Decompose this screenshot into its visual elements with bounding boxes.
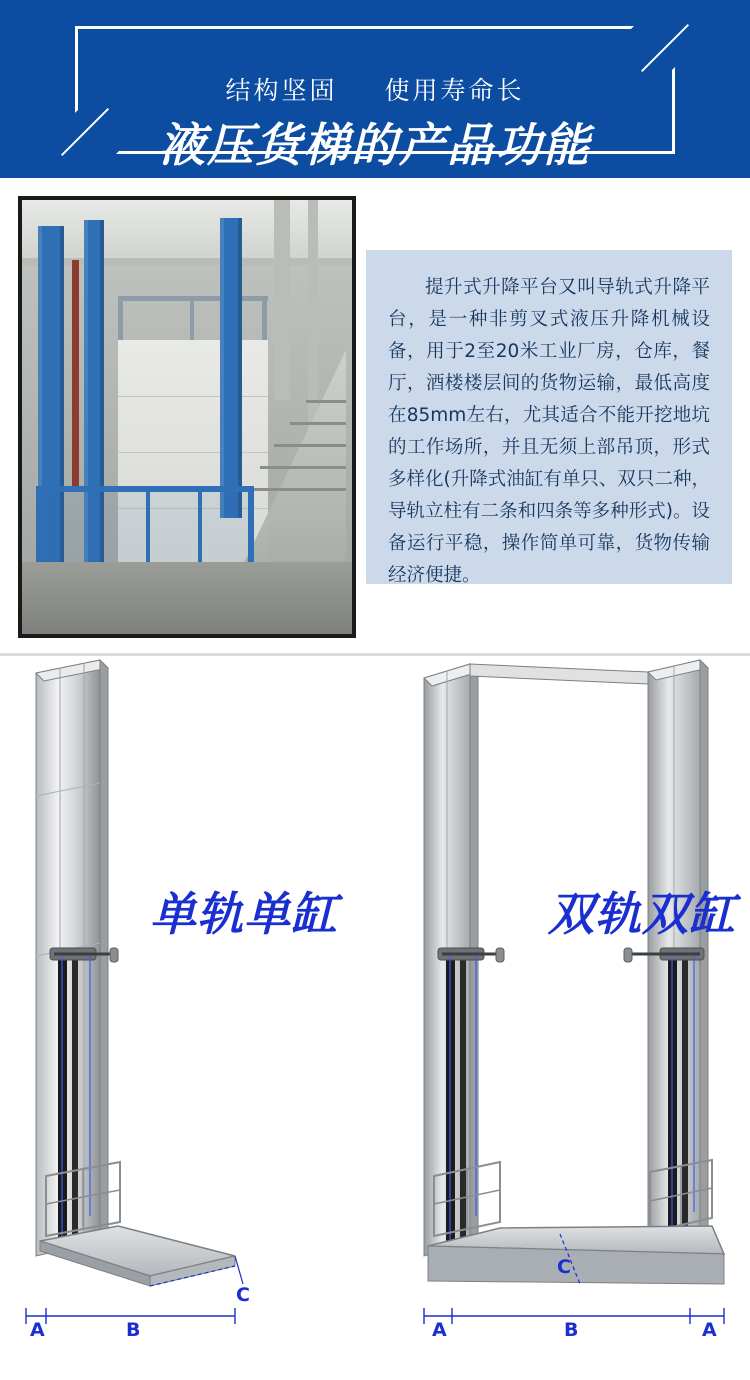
- diagram-single-rail-model: [26, 660, 243, 1324]
- technical-diagram-section: [0, 653, 750, 1380]
- banner-subtitle: [78, 71, 672, 107]
- photo-railing-post: [262, 296, 267, 340]
- photo-wall-line-2: [118, 452, 268, 453]
- photo-red-cylinder: [72, 260, 79, 490]
- dim-right-B: B: [564, 1319, 579, 1341]
- hydraulic-cargo-lift-photo: [22, 200, 352, 634]
- photo-stair-step: [306, 400, 346, 403]
- product-photo-frame: [18, 196, 356, 638]
- banner-frame: [75, 26, 675, 172]
- photo-beam-3: [308, 200, 318, 440]
- page-title: 液压货梯的产品功能: [159, 118, 591, 172]
- photo-stair-step: [290, 422, 346, 425]
- banner-corner-cut-top-right: [631, 0, 713, 70]
- photo-railing-post: [190, 296, 194, 340]
- photo-railing-post: [118, 296, 123, 340]
- diagram-label-double: 双轨双缸: [548, 887, 736, 941]
- photo-cage-bar: [198, 492, 202, 566]
- dim-left-A: A: [30, 1319, 45, 1341]
- diagram-double-rail-model: [424, 660, 724, 1324]
- description-card: [366, 250, 732, 584]
- intro-section: [0, 178, 750, 653]
- dim-right-A-left: A: [432, 1319, 447, 1341]
- photo-cage-bar: [146, 492, 150, 566]
- photo-beam-2: [274, 200, 290, 400]
- lift-diagram-svg: [0, 656, 750, 1377]
- dim-left-C: C: [236, 1284, 250, 1306]
- description-paragraph: 提升式升降平台又叫导轨式升降平台，是一种非剪叉式液压升降机械设备，用于2至20米工业厂房，仓库，餐厅，酒楼楼层间的货物运输，最低高度在85mm左右，尤其适合不能开挖地坑的工作场所，并且无须上部吊顶，形式多样化(升降式油缸有单只、双只二种，导轨立柱有二条和四条等多种形式)。设备运行平稳，操作简单可靠，货物传输经济便捷。: [388, 277, 710, 586]
- photo-stair-step: [274, 444, 346, 447]
- banner-subtitle-right: 使用寿命长: [384, 76, 525, 105]
- dim-left-B: B: [126, 1319, 141, 1341]
- dim-right-A-right: A: [702, 1319, 717, 1341]
- dim-right-C: C: [557, 1256, 571, 1278]
- photo-cage-bar: [94, 492, 98, 566]
- photo-wall-line-1: [118, 396, 268, 397]
- photo-floor: [22, 562, 352, 634]
- photo-guide-rail-right: [220, 218, 242, 518]
- header-banner: [0, 0, 750, 178]
- diagram-label-single: 单轨单缸: [150, 887, 338, 941]
- photo-stair-step: [246, 488, 346, 491]
- banner-subtitle-left: 结构坚固: [225, 76, 338, 105]
- photo-lift-cage: [36, 486, 254, 572]
- photo-stair-step: [260, 466, 346, 469]
- photo-ceiling: [22, 200, 352, 262]
